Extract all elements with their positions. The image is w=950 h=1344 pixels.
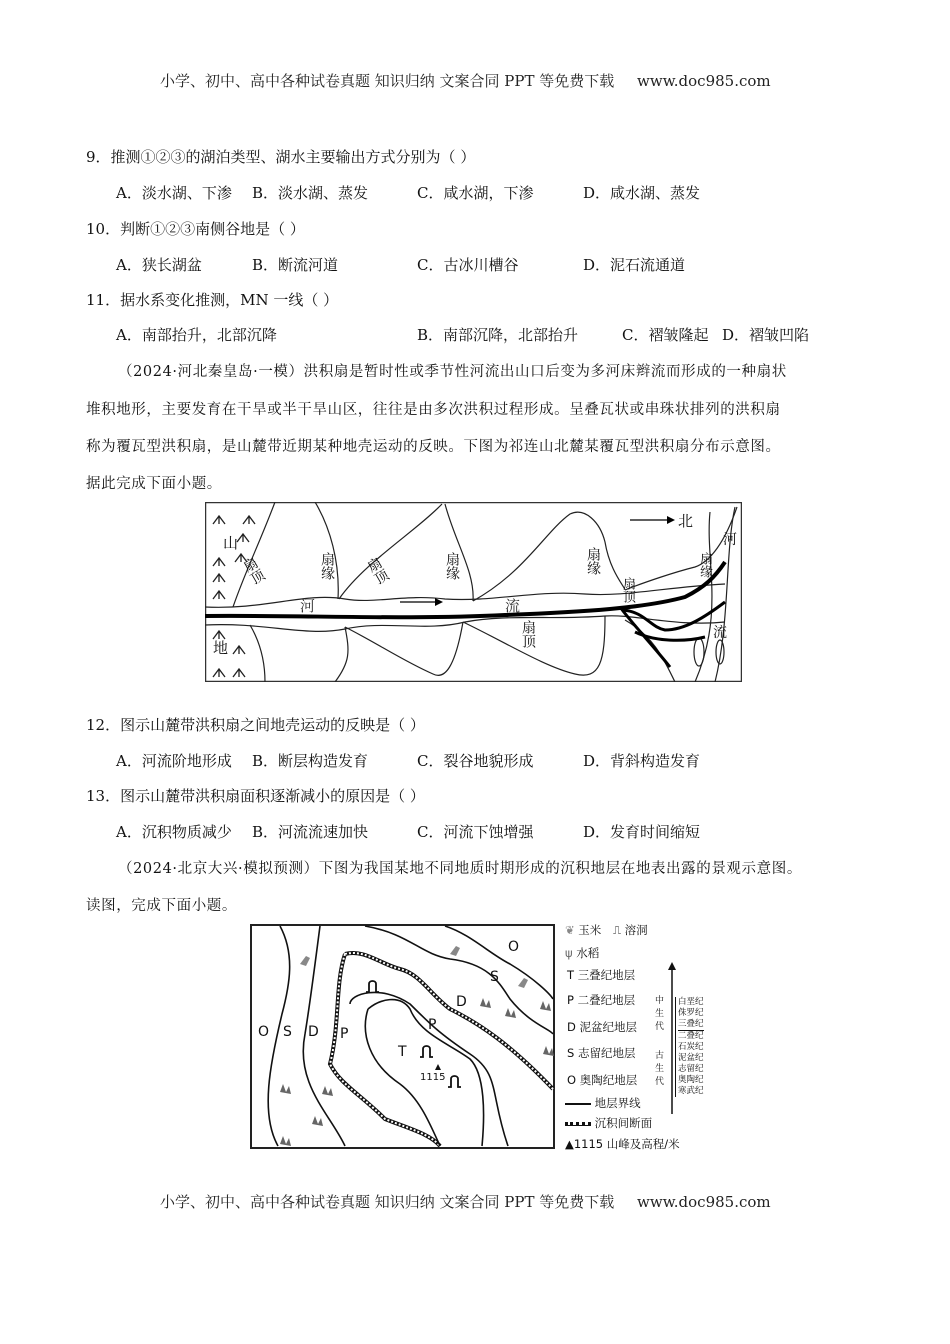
fan-edge-label-3: 扇缘 xyxy=(585,547,601,575)
fan-apex-label-4: 扇顶 xyxy=(620,577,635,603)
legend-code: D xyxy=(567,1020,576,1034)
fan-apex-label-2: 扇顶 xyxy=(363,554,391,588)
option-13b[interactable]: B．河流流速加快 xyxy=(252,823,369,841)
north-label: 北 xyxy=(678,512,694,530)
question-number: 9． xyxy=(86,148,111,166)
river-label-he: 河 xyxy=(300,597,316,615)
period-ordovician: 奥陶纪 xyxy=(678,1075,704,1085)
question-9 xyxy=(86,146,475,167)
option-9b[interactable]: B．淡水湖、蒸发 xyxy=(252,184,369,202)
header-text: 小学、初中、高中各种试卷真题 知识归纳 文案合同 PPT 等免费下载 xyxy=(160,72,615,90)
period-jurassic: 侏罗纪 xyxy=(678,1008,704,1018)
layer-label-d-right: D xyxy=(456,994,467,1010)
period-cambrian: 寒武纪 xyxy=(678,1086,704,1096)
fan-edge-label-2: 扇缘 xyxy=(444,552,460,580)
question-11 xyxy=(86,289,338,310)
land-label: 地 xyxy=(213,639,229,657)
layer-label-o-right: O xyxy=(508,939,520,955)
layer-label-d-left: D xyxy=(308,1024,319,1040)
legend-layer-o: 奥陶纪地层 xyxy=(579,1073,638,1087)
legend-code: O xyxy=(567,1073,577,1087)
unconformity-line-icon xyxy=(565,1122,591,1126)
layer-label-p-left: P xyxy=(340,1026,349,1042)
footer-url[interactable]: www.doc985.com xyxy=(637,1193,771,1211)
option-12d[interactable]: D．背斜构造发育 xyxy=(583,752,701,770)
question-10 xyxy=(86,218,305,239)
era-char: 代 xyxy=(655,1077,665,1087)
river-label-liu: 流 xyxy=(505,597,521,615)
peak-elevation: 1115 xyxy=(420,1072,446,1083)
option-13c[interactable]: C．河流下蚀增强 xyxy=(417,823,534,841)
era-mesozoic xyxy=(655,995,664,1034)
option-9d[interactable]: D．咸水湖、蒸发 xyxy=(583,184,701,202)
passage-fan-line2: 堆积地形，主要发育在干旱或半干旱山区，往往是由多次洪积过程形成。呈叠瓦状或串珠状排列的洪积扇 xyxy=(86,402,781,418)
legend-peak: ▲1115 山峰及高程/米 xyxy=(565,1137,680,1151)
layer-label-s-left: S xyxy=(283,1024,292,1040)
karst-cave-icon: ⎍ xyxy=(612,923,622,937)
option-12b[interactable]: B．断层构造发育 xyxy=(252,752,369,770)
question-number: 11． xyxy=(86,291,121,309)
era-char: 中 xyxy=(655,996,665,1006)
legend-layer-s: 志留纪地层 xyxy=(577,1046,636,1060)
question-stem: 推测①②③的湖泊类型、湖水主要输出方式分别为（ ） xyxy=(110,148,476,166)
legend-karst: 溶洞 xyxy=(624,923,648,937)
question-number: 10． xyxy=(86,220,121,238)
option-9a[interactable]: A．淡水湖、下渗 xyxy=(116,184,232,202)
passage-fan-line4: 据此完成下面小题。 xyxy=(86,476,222,492)
corn-icon: ❦ xyxy=(565,923,575,937)
strata-map-drawing xyxy=(250,924,555,1149)
page-footer xyxy=(160,1191,771,1212)
legend-code: P xyxy=(567,993,574,1007)
period-triassic: 三叠纪 xyxy=(678,1019,704,1029)
passage-strata-line2: 读图，完成下面小题。 xyxy=(86,898,237,914)
layer-label-s-right: S xyxy=(490,969,499,985)
legend-code: S xyxy=(567,1046,575,1060)
option-12c[interactable]: C．裂谷地貌形成 xyxy=(417,752,534,770)
legend-boundary: 地层界线 xyxy=(594,1096,641,1110)
fan-edge-label-1: 扇缘 xyxy=(319,552,335,580)
passage-strata-line1: （2024·北京大兴·模拟预测）下图为我国某地不同地质时期形成的沉积地层在地表出露的景观示意图。 xyxy=(118,861,802,877)
layer-label-o-left: O xyxy=(258,1024,270,1040)
question-12 xyxy=(86,714,425,735)
fan-apex-label-1: 扇顶 xyxy=(239,554,267,588)
footer-text: 小学、初中、高中各种试卷真题 知识归纳 文案合同 PPT 等免费下载 xyxy=(160,1193,615,1211)
legend-layer-t: 三叠纪地层 xyxy=(577,968,636,982)
legend-corn: 玉米 xyxy=(578,923,602,937)
fan-apex-label-3: 扇顶 xyxy=(520,620,536,648)
option-10a[interactable]: A．狭长湖盆 xyxy=(116,256,202,274)
era-char: 生 xyxy=(655,1064,665,1074)
option-13a[interactable]: A．沉积物质减少 xyxy=(116,823,232,841)
question-stem: 图示山麓带洪积扇面积逐渐减小的原因是（ ） xyxy=(120,787,425,805)
legend-layer-d: 泥盆纪地层 xyxy=(579,1020,638,1034)
period-list xyxy=(675,997,704,1097)
legend-rice: 水稻 xyxy=(576,946,600,960)
option-9c[interactable]: C．咸水湖，下渗 xyxy=(417,184,534,202)
question-number: 12． xyxy=(86,716,121,734)
boundary-line-icon xyxy=(565,1103,591,1105)
period-carboniferous: 石炭纪 xyxy=(678,1042,704,1052)
strata-legend xyxy=(565,922,705,1157)
layer-label-p-right: P xyxy=(428,1017,437,1033)
header-url[interactable]: www.doc985.com xyxy=(637,72,771,90)
alluvial-fan-map xyxy=(205,502,742,682)
option-11b[interactable]: B．南部沉降，北部抬升 xyxy=(417,326,579,344)
option-10b[interactable]: B．断流河道 xyxy=(252,256,339,274)
option-11c[interactable]: C．褶皱隆起 xyxy=(622,326,709,344)
page-header xyxy=(160,70,771,91)
question-number: 13． xyxy=(86,787,121,805)
river-label-liu-right: 流 xyxy=(713,625,727,641)
question-stem: 判断①②③南侧谷地是（ ） xyxy=(120,220,305,238)
question-13 xyxy=(86,785,425,806)
period-cretaceous: 白垩纪 xyxy=(678,997,704,1007)
layer-label-t: T xyxy=(398,1044,407,1060)
period-silurian: 志留纪 xyxy=(678,1064,704,1074)
era-char: 古 xyxy=(655,1051,665,1061)
period-permian: 二叠纪 xyxy=(678,1031,704,1041)
option-13d[interactable]: D．发育时间缩短 xyxy=(583,823,701,841)
legend-unconformity: 沉积间断面 xyxy=(594,1116,653,1130)
era-char: 生 xyxy=(655,1009,665,1019)
legend-code: T xyxy=(567,968,575,982)
rice-icon: ψ xyxy=(565,946,573,960)
passage-fan-line1: （2024·河北秦皇岛·一模）洪积扇是暂时性或季节性河流出山口后变为多河床辫流而形成的一种扇状 xyxy=(118,364,787,380)
mountain-label: 山 xyxy=(223,534,239,552)
option-11a[interactable]: A．南部抬升，北部沉降 xyxy=(116,326,277,344)
legend-layer-p: 二叠纪地层 xyxy=(577,993,636,1007)
river-label-he-right: 河 xyxy=(723,532,737,548)
era-paleozoic xyxy=(655,1050,664,1089)
option-10c[interactable]: C．古冰川槽谷 xyxy=(417,256,519,274)
question-stem: 图示山麓带洪积扇之间地壳运动的反映是（ ） xyxy=(120,716,425,734)
option-11d[interactable]: D．褶皱凹陷 xyxy=(722,326,810,344)
period-devonian: 泥盆纪 xyxy=(678,1053,704,1063)
question-stem: 据水系变化推测，MN 一线（ ） xyxy=(120,291,339,309)
fan-edge-label-4: 扇缘 xyxy=(697,552,712,578)
passage-fan-line3: 称为覆瓦型洪积扇，是山麓带近期某种地壳运动的反映。下图为祁连山北麓某覆瓦型洪积扇分布示意图。 xyxy=(86,439,781,455)
option-10d[interactable]: D．泥石流通道 xyxy=(583,256,686,274)
era-char: 代 xyxy=(655,1022,665,1032)
fan-map-drawing xyxy=(205,502,742,682)
option-12a[interactable]: A．河流阶地形成 xyxy=(116,752,232,770)
strata-map xyxy=(250,924,555,1149)
